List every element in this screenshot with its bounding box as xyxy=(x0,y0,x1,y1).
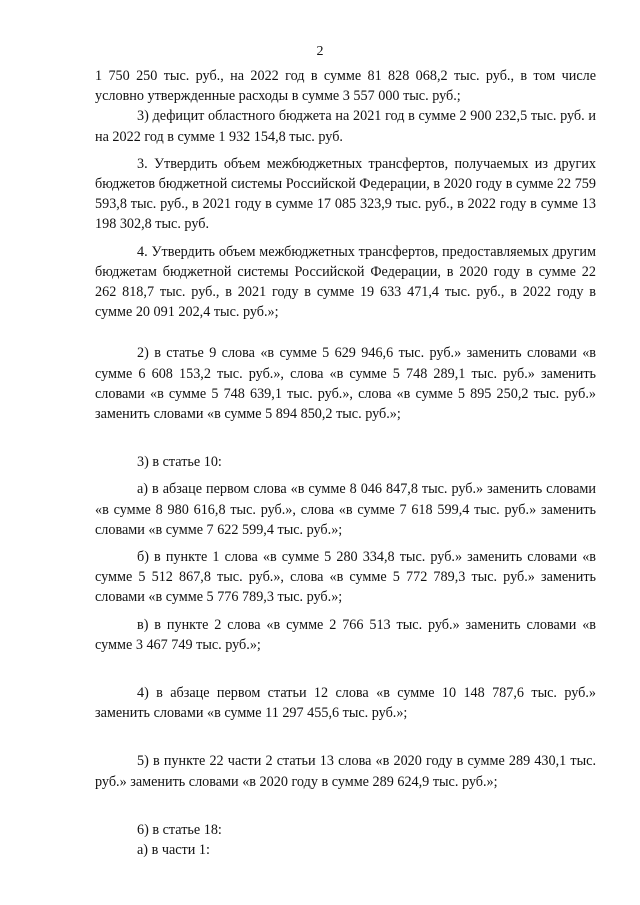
spacer xyxy=(95,235,596,242)
spacer xyxy=(95,472,596,479)
paragraph-article-13: 5) в пункте 22 части 2 статьи 13 слова «в 2020 году в сумме 289 430,1 тыс. руб.» заменить словами «в 2020 году в сумме 289 624,9 тыс. руб.»; xyxy=(95,753,596,790)
spacer xyxy=(95,608,596,615)
spacer xyxy=(95,655,596,683)
paragraph-article-18-part-1: а) в части 1: xyxy=(137,842,210,859)
spacer xyxy=(95,540,596,547)
paragraph-article-9: 2) в статье 9 слова «в сумме 5 629 946,6 тыс. руб.» заменить словами «в сумме 6 608 153,2 тыс. руб.», слова «в сумме 5 748 289,1 тыс. руб.» заменить словами «в сумме 5 748 639,1 тыс. руб.», слова «в сумме 5 895 250,2 тыс. руб.» заменить словами «в сумме 5 894 850,2 тыс. руб.»; xyxy=(95,345,596,423)
document-body xyxy=(95,66,596,860)
paragraph-article-10-b: б) в пункте 1 слова «в сумме 5 280 334,8 тыс. руб.» заменить словами «в сумме 5 512 867,8 тыс. руб.», слова «в сумме 5 772 789,3 тыс. руб.» заменить словами «в сумме 5 776 789,3 тыс. руб.»; xyxy=(95,549,596,606)
paragraph-article-10-v: в) в пункте 2 слова «в сумме 2 766 513 тыс. руб.» заменить словами «в сумме 3 467 749 тыс. руб.»; xyxy=(95,616,596,653)
spacer xyxy=(95,147,596,154)
spacer xyxy=(95,322,596,343)
page-number: 2 xyxy=(316,44,324,59)
paragraph-deficit: 3) дефицит областного бюджета на 2021 год в сумме 2 900 232,5 тыс. руб. и на 2022 год в сумме 1 932 154,8 тыс. руб. xyxy=(95,108,596,145)
paragraph-article-10-heading: 3) в статье 10: xyxy=(137,454,222,471)
paragraph-transfers-received: 3. Утвердить объем межбюджетных трансфертов, получаемых из других бюджетов бюджетной системы Российской Федерации, в 2020 году в сумме 22 759 593,8 тыс. руб., в 2021 году в сумме 17 085 323,9 тыс. руб., в 2022 году в сумме 13 198 302,8 тыс. руб. xyxy=(95,155,596,233)
paragraph-article-10-a: а) в абзаце первом слова «в сумме 8 046 847,8 тыс. руб.» заменить словами «в сумме 8 980 616,8 тыс. руб.», слова «в сумме 7 618 599,4 тыс. руб.» заменить словами «в сумме 7 622 599,4 тыс. руб.»; xyxy=(95,481,596,538)
paragraph-transfers-provided: 4. Утвердить объем межбюджетных трансфертов, предоставляемых другим бюджетам бюджетной системы Российской Федерации, в 2020 году в сумме 22 262 818,7 тыс. руб., в 2021 году в сумме 19 633 471,4 тыс. руб., в 2022 году в сумме 20 091 202,4 тыс. руб.»; xyxy=(95,243,596,321)
spacer xyxy=(95,792,596,820)
paragraph-budget-expenses-continuation: 1 750 250 тыс. руб., на 2022 год в сумме 81 828 068,2 тыс. руб., в том числе условно утвержденные расходы в сумме 3 557 000 тыс. руб.; xyxy=(95,68,596,105)
paragraph-article-18-heading: 6) в статье 18: xyxy=(137,821,222,838)
spacer xyxy=(95,424,596,452)
paragraph-article-12: 4) в абзаце первом статьи 12 слова «в сумме 10 148 787,6 тыс. руб.» заменить словами «в сумме 11 297 455,6 тыс. руб.»; xyxy=(95,685,596,722)
spacer xyxy=(95,723,596,751)
